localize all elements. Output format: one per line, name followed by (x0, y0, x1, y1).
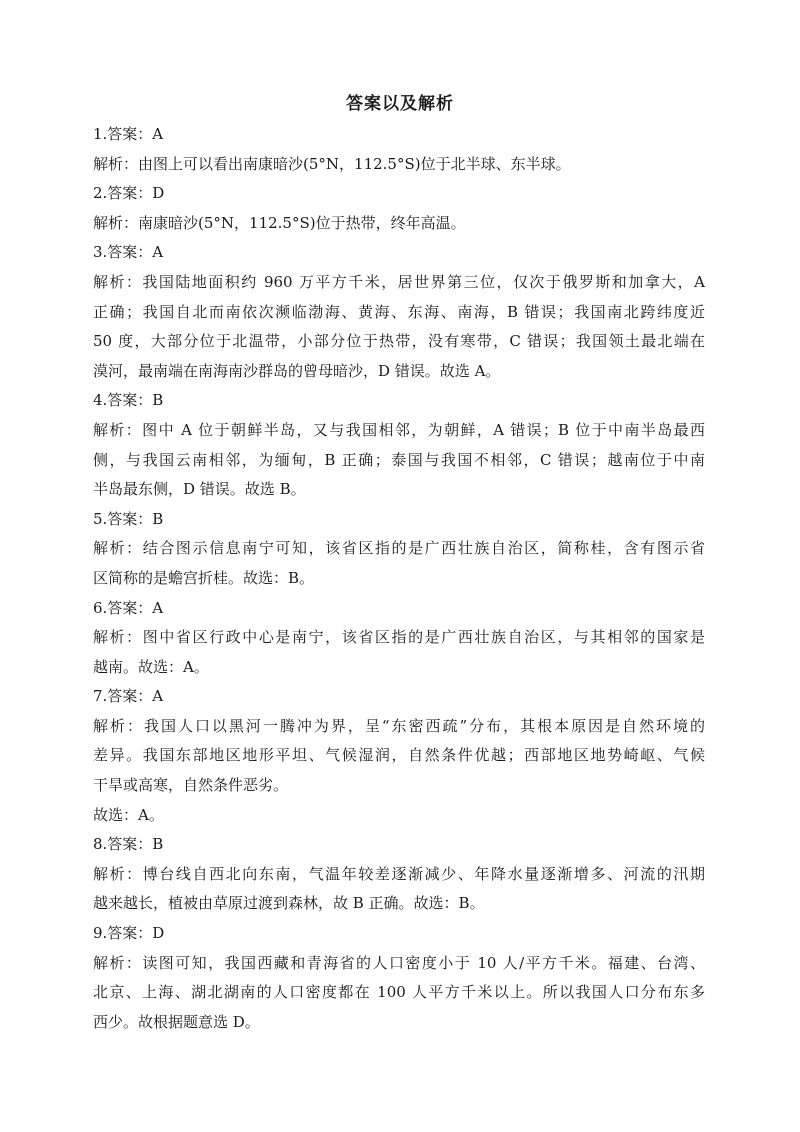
explanation-6-line-2: 越南。故选：A。 (93, 657, 209, 676)
explanation-7-line-4: 故选：A。 (93, 805, 164, 824)
answer-6: 6.答案：A (93, 598, 164, 617)
explanation-7-line-2: 差异。我国东部地区地形平坦、气候湿润，自然条件优越；西部地区地势崎岖、气候 (93, 746, 705, 765)
explanation-1-line-1: 解析：由图上可以看出南康暗沙(5°N，112.5°S)位于北半球、东半球。 (93, 154, 571, 173)
explanation-8-line-2: 越来越长，植被由草原过渡到森林，故 B 正确。故选：B。 (93, 894, 485, 913)
explanation-4-line-3: 半岛最东侧，D 错误。故选 B。 (93, 480, 306, 499)
explanation-9-line-2: 北京、上海、湖北湖南的人口密度都在 100 人平方千米以上。所以我国人口分布东多 (93, 983, 705, 1002)
explanation-3-line-3: 50 度，大部分位于北温带，小部分位于热带，没有寒带，C 错误；我国领土最北端在 (93, 332, 705, 351)
explanation-9-line-1: 解析：读图可知，我国西藏和青海省的人口密度小于 10 人/平方千米。福建、台湾、 (93, 953, 705, 972)
explanation-6-line-1: 解析：图中省区行政中心是南宁，该省区指的是广西壮族自治区，与其相邻的国家是 (93, 628, 705, 647)
explanation-3-line-1: 解析：我国陆地面积约 960 万平方千米，居世界第三位，仅次于俄罗斯和加拿大，A (93, 272, 705, 291)
explanation-5-line-1: 解析：结合图示信息南宁可知，该省区指的是广西壮族自治区，简称桂，含有图示省 (93, 539, 705, 558)
answer-2: 2.答案：D (93, 184, 165, 203)
answer-3: 3.答案：A (93, 243, 164, 262)
answer-1: 1.答案：A (93, 125, 164, 143)
explanation-7-line-1: 解析：我国人口以黑河一腾冲为界，呈“东密西疏”分布，其根本原因是自然环境的 (93, 716, 705, 735)
answer-9: 9.答案：D (93, 924, 165, 943)
explanation-9-line-3: 西少。故根据题意选 D。 (93, 1012, 260, 1031)
answer-list (93, 120, 705, 1037)
explanation-5-line-2: 区简称的是蟾宫折桂。故选：B。 (93, 568, 315, 587)
answer-4: 4.答案：B (93, 391, 164, 410)
explanation-4-line-2: 侧，与我国云南相邻，为缅甸，B 正确；泰国与我国不相邻，C 错误；越南位于中南 (93, 450, 705, 469)
answer-7: 7.答案：A (93, 687, 164, 706)
answer-8: 8.答案：B (93, 835, 164, 854)
explanation-3-line-2: 正确；我国自北而南依次濒临渤海、黄海、东海、南海，B 错误；我国南北跨纬度近 (93, 302, 705, 321)
explanation-7-line-3: 干旱或高寒，自然条件恶劣。 (93, 776, 289, 795)
explanation-8-line-1: 解析：博台线自西北向东南，气温年较差逐渐减少、年降水量逐渐增多、河流的汛期 (93, 864, 705, 883)
explanation-3-line-4: 漠河，最南端在南海南沙群岛的曾母暗沙，D 错误。故选 A。 (93, 361, 501, 380)
explanation-2-line-1: 解析：南康暗沙(5°N，112.5°S)位于热带，终年高温。 (93, 213, 466, 232)
explanation-4-line-1: 解析：图中 A 位于朝鲜半岛，又与我国相邻，为朝鲜，A 错误；B 位于中南半岛最西 (93, 420, 705, 439)
page-title: 答案以及解析 (346, 94, 454, 114)
answer-5: 5.答案：B (93, 509, 164, 528)
